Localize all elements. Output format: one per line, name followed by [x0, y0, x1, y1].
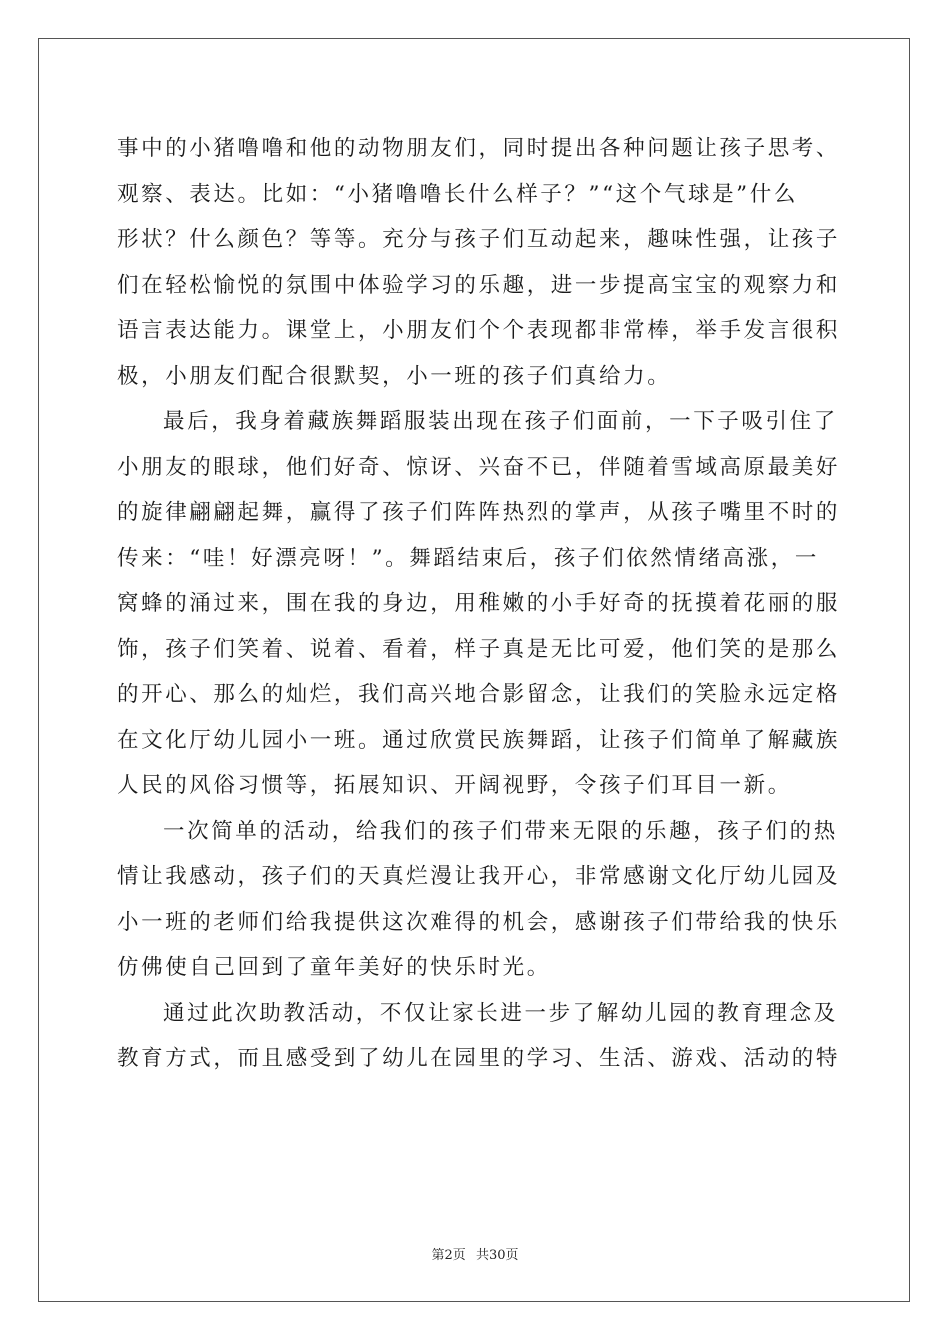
text-line: 人民的风俗习惯等，拓展知识、开阔视野，令孩子们耳目一新。: [117, 773, 792, 798]
text-line: 观察、表达。比如：“小猪噜噜长什么样子？”“这个气球是”什么: [117, 181, 798, 207]
text-line: 仿佛使自己回到了童年美好的快乐时光。: [117, 955, 551, 980]
text-line: 最后，我身着藏族舞蹈服装出现在孩子们面前，一下子吸引住了: [163, 409, 838, 434]
text-line: 传来：“哇！好漂亮呀！”。舞蹈结束后，孩子们依然情绪高涨，一: [117, 545, 819, 571]
text-line: 教育方式，而且感受到了幼儿在园里的学习、生活、游戏、活动的特: [117, 1046, 841, 1071]
text-line: 窝蜂的涌过来，围在我的身边，用稚嫩的小手好奇的抚摸着花丽的服: [117, 591, 841, 616]
text-line: 一次简单的活动，给我们的孩子们带来无限的乐趣，孩子们的热: [163, 818, 838, 844]
text-line: 们在轻松愉悦的氛围中体验学习的乐趣，进一步提高宝宝的观察力和: [117, 272, 841, 298]
text-line: 小一班的老师们给我提供这次难得的机会，感谢孩子们带给我的快乐: [117, 909, 841, 935]
text-line: 小朋友的眼球，他们好奇、惊讶、兴奋不已，伴随着雪域高原最美好: [117, 454, 841, 480]
page-footer: [0, 1244, 950, 1263]
text-line: 极，小朋友们配合很默契，小一班的孩子们真给力。: [117, 363, 672, 389]
text-line: 饰，孩子们笑着、说着、看着，样子真是无比可爱，他们笑的是那么: [117, 636, 841, 662]
text-line: 形状？什么颜色？等等。充分与孩子们互动起来，趣味性强，让孩子: [117, 227, 841, 252]
text-line: 的旋律翩翩起舞，赢得了孩子们阵阵热烈的掌声，从孩子嘴里不时的: [117, 500, 841, 525]
text-line: 通过此次助教活动，不仅让家长进一步了解幼儿园的教育理念及: [163, 1000, 838, 1026]
total-pages: 共30页: [475, 1248, 519, 1263]
text-line: 在文化厅幼儿园小一班。通过欣赏民族舞蹈，让孩子们简单了解藏族: [117, 727, 841, 753]
text-line: 语言表达能力。课堂上，小朋友们个个表现都非常棒，举手发言很积: [117, 318, 841, 343]
document-body: [117, 126, 841, 1082]
text-line: 事中的小猪噜噜和他的动物朋友们，同时提出各种问题让孩子思考、: [117, 136, 841, 161]
text-line: 情让我感动，孩子们的天真烂漫让我开心，非常感谢文化厅幼儿园及: [117, 864, 841, 889]
text-line: 的开心、那么的灿烂，我们高兴地合影留念，让我们的笑脸永远定格: [117, 682, 841, 707]
page-number: 第2页: [431, 1248, 466, 1263]
